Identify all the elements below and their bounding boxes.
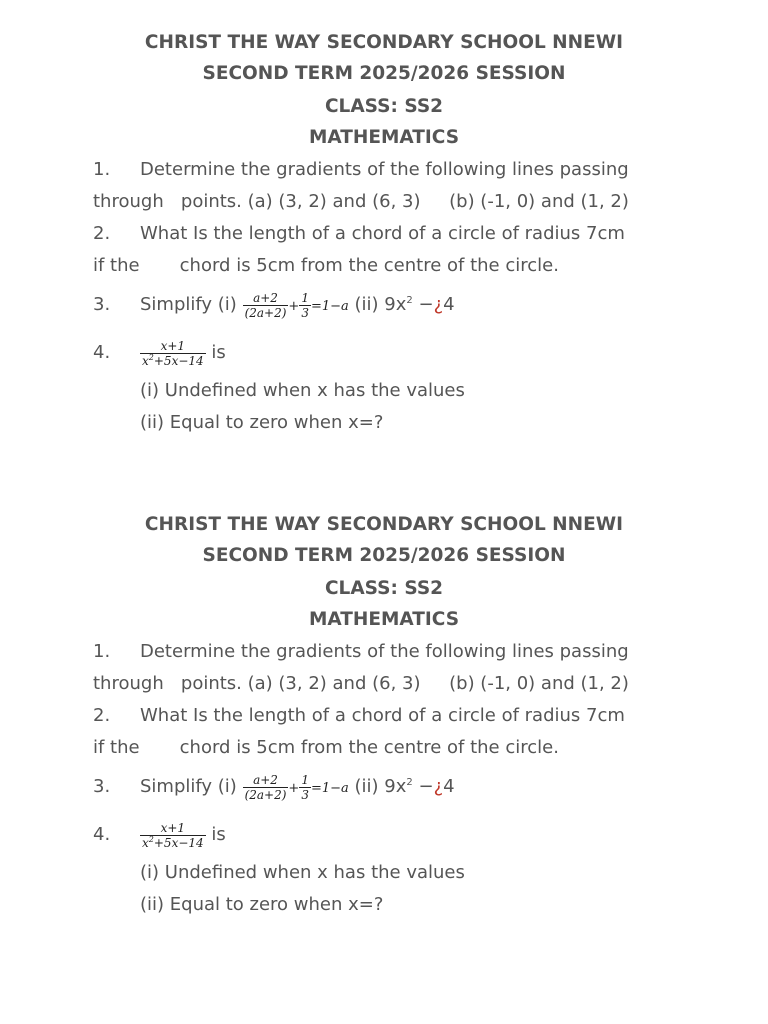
q2-text-line2: if the chord is 5cm from the centre of the circle. bbox=[93, 255, 559, 276]
term-session: SECOND TERM 2025/2026 SESSION bbox=[202, 545, 566, 566]
q3-number: 3. bbox=[93, 294, 111, 315]
q3-minus: − bbox=[412, 776, 434, 797]
q4-expression bbox=[140, 334, 226, 372]
q2-text-line2: if the chord is 5cm from the centre of the circle. bbox=[93, 737, 559, 758]
q3-fraction-1: $\frac{a+2}{(2a+2)}$ bbox=[244, 290, 287, 320]
q3-prefix: Simplify (i) bbox=[140, 776, 237, 797]
q3-garbled-glyph: ¿ bbox=[433, 294, 444, 315]
q3-expression bbox=[140, 286, 455, 326]
q1-number: 1. bbox=[93, 159, 111, 180]
q3-number: 3. bbox=[93, 776, 111, 797]
q2-number: 2. bbox=[93, 223, 111, 244]
q4-sub1: (i) Undefined when x has the values bbox=[140, 862, 465, 883]
q4-expression bbox=[140, 816, 226, 854]
q3-garbled-glyph: ¿ bbox=[433, 776, 444, 797]
q4-fraction: $\frac{x+1}{x^2+5x-14}$ bbox=[142, 338, 204, 368]
q4-number: 4. bbox=[93, 824, 111, 845]
q3-fraction-2: $\frac{1}{3}$ bbox=[301, 290, 309, 320]
q3-expression bbox=[140, 768, 455, 808]
school-name: CHRIST THE WAY SECONDARY SCHOOL NNEWI bbox=[144, 514, 624, 535]
class-label: CLASS: SS2 bbox=[324, 578, 444, 599]
q4-sub2: (ii) Equal to zero when x=? bbox=[140, 894, 384, 915]
q1-number: 1. bbox=[93, 641, 111, 662]
q2-text-line1: What Is the length of a chord of a circle of radius 7cm bbox=[140, 705, 625, 726]
q4-suffix: is bbox=[211, 824, 226, 845]
school-name: CHRIST THE WAY SECONDARY SCHOOL NNEWI bbox=[144, 32, 624, 53]
q1-text-line1: Determine the gradients of the following lines passing bbox=[140, 641, 629, 662]
q2-text-line1: What Is the length of a chord of a circle of radius 7cm bbox=[140, 223, 625, 244]
q3-plus: + bbox=[288, 299, 300, 314]
q3-exponent: 2 bbox=[406, 777, 413, 788]
q4-number: 4. bbox=[93, 342, 111, 363]
q2-number: 2. bbox=[93, 705, 111, 726]
subject-label: MATHEMATICS bbox=[308, 127, 460, 148]
subject-label: MATHEMATICS bbox=[308, 609, 460, 630]
q1-text-line2: through points. (a) (3, 2) and (6, 3) (b) (-1, 0) and (1, 2) bbox=[93, 673, 629, 694]
q3-part2: (ii) 9x bbox=[354, 294, 407, 315]
q3-rhs: =1−a bbox=[310, 299, 349, 314]
q3-minus: − bbox=[412, 294, 434, 315]
q3-fraction-2: $\frac{1}{3}$ bbox=[301, 772, 309, 802]
q3-fraction-1: $\frac{a+2}{(2a+2)}$ bbox=[244, 772, 287, 802]
q4-sub2: (ii) Equal to zero when x=? bbox=[140, 412, 384, 433]
q3-prefix: Simplify (i) bbox=[140, 294, 237, 315]
q3-tail: 4 bbox=[443, 776, 455, 797]
class-label: CLASS: SS2 bbox=[324, 96, 444, 117]
q1-text-line2: through points. (a) (3, 2) and (6, 3) (b) (-1, 0) and (1, 2) bbox=[93, 191, 629, 212]
q3-exponent: 2 bbox=[406, 295, 413, 306]
q3-rhs: =1−a bbox=[310, 781, 349, 796]
q3-tail: 4 bbox=[443, 294, 455, 315]
q4-suffix: is bbox=[211, 342, 226, 363]
term-session: SECOND TERM 2025/2026 SESSION bbox=[202, 63, 566, 84]
q4-fraction: $\frac{x+1}{x^2+5x-14}$ bbox=[142, 820, 204, 850]
q3-part2: (ii) 9x bbox=[354, 776, 407, 797]
q1-text-line1: Determine the gradients of the following lines passing bbox=[140, 159, 629, 180]
q3-plus: + bbox=[288, 781, 300, 796]
q4-sub1: (i) Undefined when x has the values bbox=[140, 380, 465, 401]
